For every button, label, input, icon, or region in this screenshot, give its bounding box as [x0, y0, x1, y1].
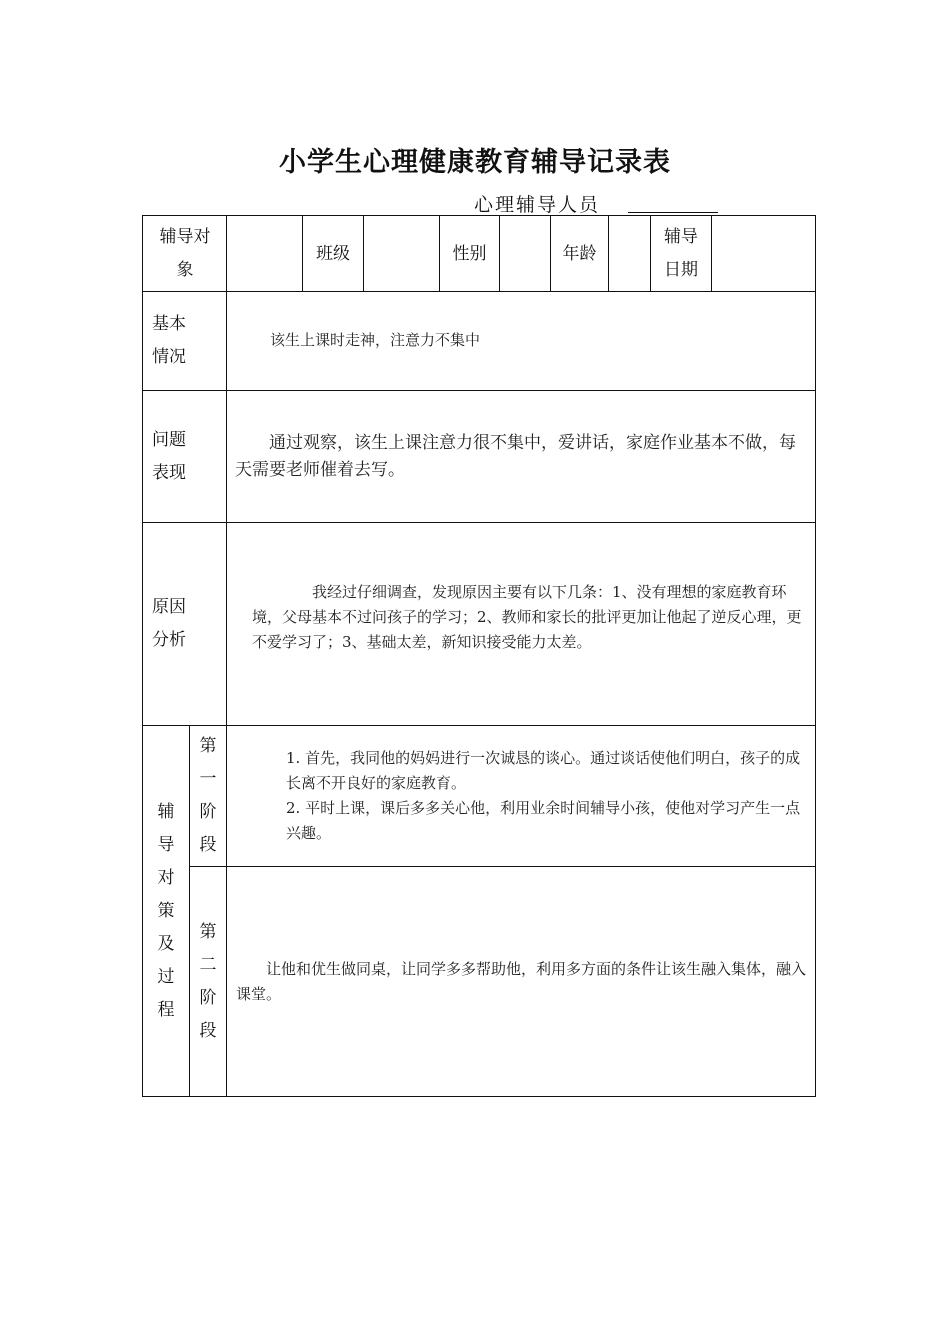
date-label: 辅导日期	[664, 227, 698, 280]
age-value-cell[interactable]	[610, 217, 649, 291]
stage2-text: 让他和优生做同桌，让同学多多帮助他，利用多方面的条件让该生融入集体，融入课堂。	[236, 960, 807, 1003]
class-label: 班级	[316, 243, 350, 264]
stage2-label: 第二阶段	[199, 921, 217, 1041]
date-value-cell[interactable]	[713, 217, 814, 291]
problem-label: 问题表现	[152, 429, 186, 483]
cause-text: 我经过仔细调查，发现原因主要有以下几条：1、没有理想的家庭教育环境，父母基本不过问孩子的学习；2、教师和家长的批评更加让他起了逆反心理，更不爱学习了；3、基础太差，新知识接受能力太差。	[252, 583, 802, 651]
cause-label: 原因分析	[152, 597, 186, 650]
stage1-label: 第一阶段	[199, 736, 217, 855]
stage1-item-1: 1. 首先，我同他的妈妈进行一次诚恳的谈心。通过谈话使他们明白，孩子的成长离不开良好的家庭教育。	[286, 749, 801, 792]
basic-info-text: 该生上课时走神，注意力不集中	[270, 331, 481, 349]
strategy-label: 辅导对策及过程	[157, 801, 175, 1020]
gender-label: 性别	[452, 243, 487, 264]
gender-value-cell[interactable]	[501, 217, 549, 291]
problem-text: 通过观察，该生上课注意力很不集中，爱讲话，家庭作业基本不做，每天需要老师催着去写。	[235, 433, 796, 480]
class-value-cell[interactable]	[365, 217, 438, 291]
age-label: 年龄	[562, 243, 597, 264]
subject-value-cell[interactable]	[228, 217, 301, 291]
counselor-signature-line	[628, 212, 718, 213]
page-title: 小学生心理健康教育辅导记录表	[279, 147, 671, 178]
stage1-item-2: 2. 平时上课，课后多多关心他，利用业余时间辅导小孩，使他对学习产生一点兴趣。	[286, 799, 801, 842]
counselor-label: 心理辅导人员	[474, 194, 601, 216]
subject-label: 辅导对象	[159, 227, 211, 280]
basic-info-label: 基本情况	[152, 314, 186, 367]
